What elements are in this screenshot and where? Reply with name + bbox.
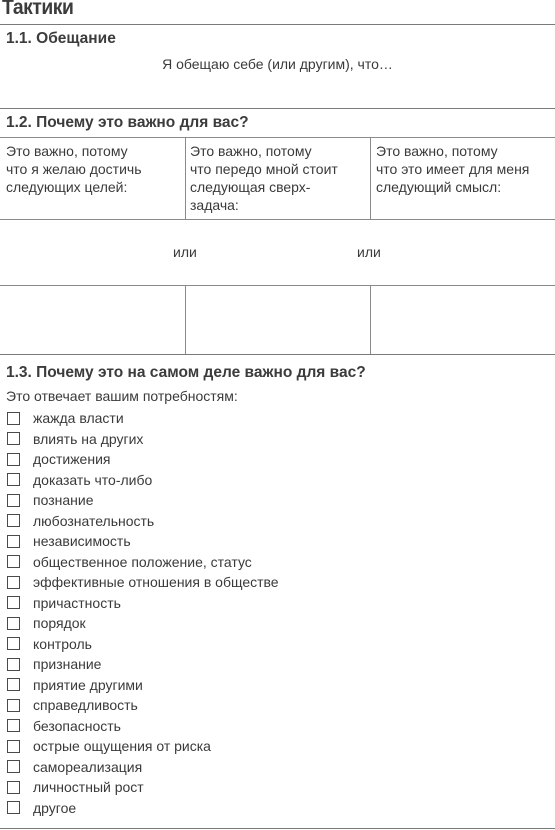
list-item: личностный рост <box>7 777 279 798</box>
checkbox[interactable] <box>7 760 20 773</box>
needs-intro: Это отвечает вашим потребностям: <box>6 388 238 404</box>
checkbox[interactable] <box>7 576 20 589</box>
importance-column-meaning: Это важно, потому что это имеет для меня следующий смысл: <box>376 143 530 195</box>
section-promise-title: 1.1. Обещание <box>6 30 116 47</box>
list-item: контроль <box>7 634 279 655</box>
list-item: приятие другими <box>7 675 279 696</box>
list-item: эффективные отношения в обществе <box>7 572 279 593</box>
answer-cell-goals[interactable] <box>0 286 185 354</box>
section-needs-title: 1.3. Почему это на самом деле важно для вас? <box>6 364 366 381</box>
list-item: причастность <box>7 593 279 614</box>
section-importance-title: 1.2. Почему это важно для вас? <box>6 114 249 131</box>
section-importance-divider <box>0 354 555 355</box>
checkbox[interactable] <box>7 514 20 527</box>
checkbox[interactable] <box>7 535 20 548</box>
or-label-2: или <box>357 244 381 260</box>
list-item: общественное положение, статус <box>7 552 279 573</box>
checkbox[interactable] <box>7 432 20 445</box>
list-item: жажда власти <box>7 408 279 429</box>
importance-header-bottom-line <box>0 219 555 220</box>
checkbox[interactable] <box>7 781 20 794</box>
answer-cell-meaning[interactable] <box>371 286 555 354</box>
checkbox[interactable] <box>7 801 20 814</box>
importance-column-goals: Это важно, потому что я желаю достичь следующих целей: <box>6 143 142 195</box>
list-item: познание <box>7 490 279 511</box>
checkbox[interactable] <box>7 412 20 425</box>
list-item: порядок <box>7 613 279 634</box>
checkbox[interactable] <box>7 617 20 630</box>
promise-text: Я обещаю себе (или другим), что… <box>162 56 393 72</box>
checkbox[interactable] <box>7 494 20 507</box>
page-bottom-line <box>0 828 555 829</box>
checkbox[interactable] <box>7 637 20 650</box>
list-item: другое <box>7 798 279 819</box>
importance-col-divider-2 <box>370 137 371 219</box>
checkbox[interactable] <box>7 740 20 753</box>
list-item: острые ощущения от риска <box>7 736 279 757</box>
answer-cell-supertask[interactable] <box>186 286 370 354</box>
list-item: безопасность <box>7 716 279 737</box>
needs-checklist <box>7 408 279 818</box>
checkbox[interactable] <box>7 473 20 486</box>
or-label-1: или <box>173 244 197 260</box>
importance-column-supertask: Это важно, потому что передо мной стоит следующая сверх- задача: <box>190 143 338 213</box>
checkbox[interactable] <box>7 596 20 609</box>
importance-header-top-line <box>0 137 555 138</box>
section-promise-divider <box>0 108 555 109</box>
checkbox[interactable] <box>7 453 20 466</box>
checkbox[interactable] <box>7 678 20 691</box>
title-divider <box>0 24 555 25</box>
list-item: признание <box>7 654 279 675</box>
checkbox[interactable] <box>7 658 20 671</box>
list-item: достижения <box>7 449 279 470</box>
checkbox[interactable] <box>7 699 20 712</box>
list-item: самореализация <box>7 757 279 778</box>
checkbox[interactable] <box>7 555 20 568</box>
list-item: доказать что-либо <box>7 470 279 491</box>
page-title: Тактики <box>2 0 74 19</box>
importance-col-divider-1 <box>185 137 186 219</box>
list-item: любознательность <box>7 511 279 532</box>
list-item: независимость <box>7 531 279 552</box>
checkbox[interactable] <box>7 719 20 732</box>
list-item: влиять на других <box>7 429 279 450</box>
list-item: справедливость <box>7 695 279 716</box>
